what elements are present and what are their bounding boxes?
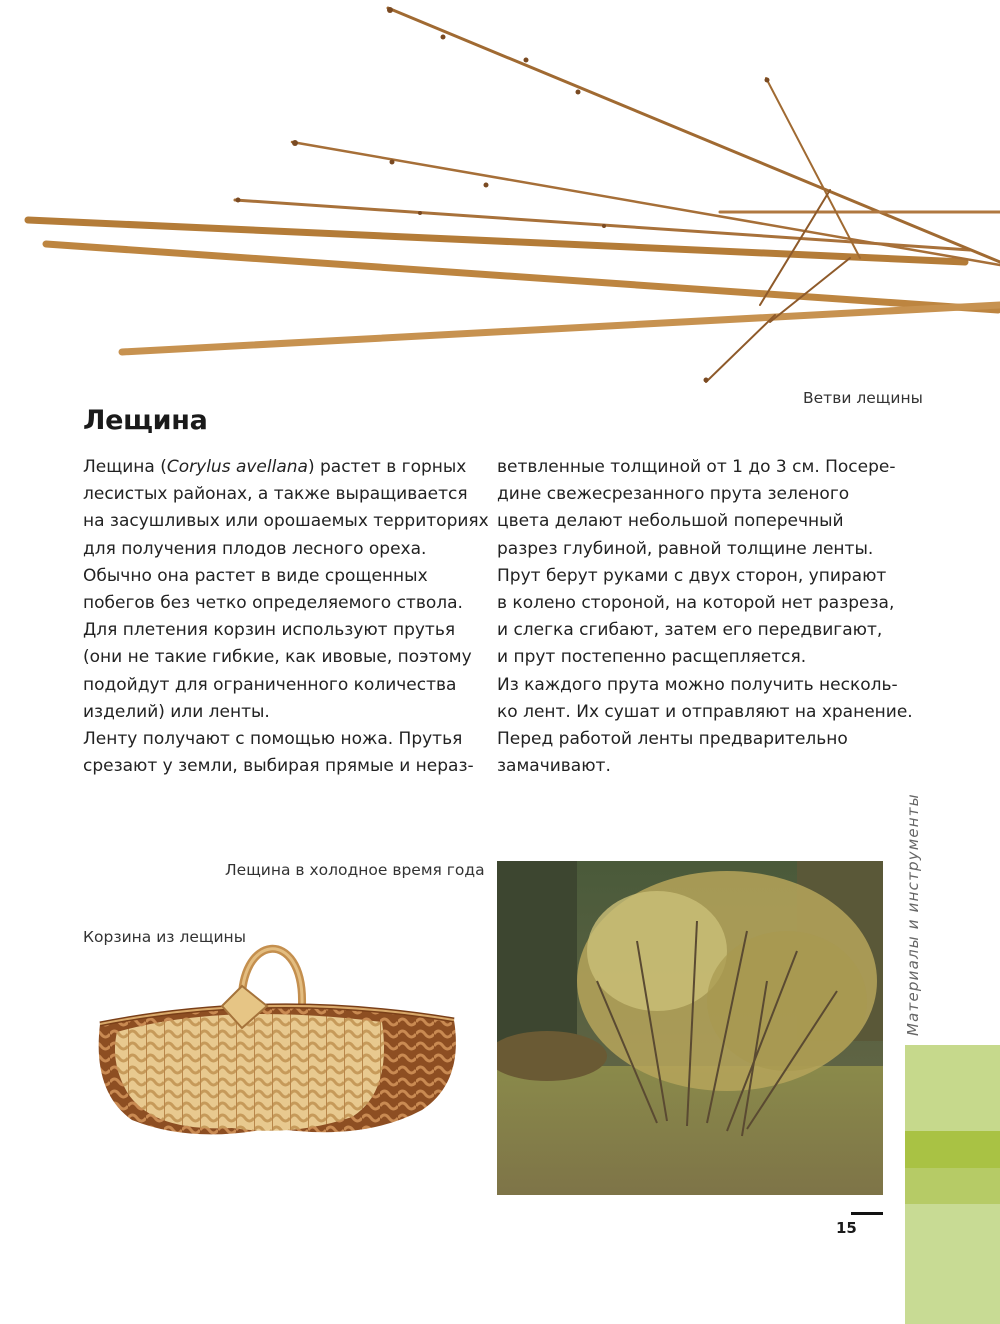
hazel-basket-image [92, 932, 462, 1162]
text-line: цвета делают небольшой поперечный [497, 511, 844, 532]
text-line: Перед работой ленты предварительно [497, 729, 848, 750]
page-title: Лещина [83, 405, 208, 436]
text-line: ко лент. Их сушат и отправляют на хранение. [497, 701, 913, 722]
text-line: подойдут для ограниченного количества [83, 674, 457, 695]
sidebar-tab-block [905, 1131, 1000, 1168]
text-line: Обычно она растет в виде срощенных [83, 565, 428, 586]
text-column-right [497, 454, 913, 780]
sidebar-tab-block [905, 1204, 1000, 1324]
page-number: 15 [836, 1219, 857, 1237]
text-line: срезают у земли, выбирая прямые и нераз- [83, 756, 474, 777]
text-line: Для плетения корзин используют прутья [83, 620, 456, 641]
sidebar-tab-block [905, 1045, 1000, 1131]
text-line: ветвленные толщиной от 1 до 3 см. Посере- [497, 457, 896, 477]
sidebar-tab-block [905, 1168, 1000, 1204]
winter-hazel-photo [497, 861, 883, 1195]
text-line: (они не такие гибкие, как ивовые, поэтому [83, 647, 472, 668]
text-line: в колено стороной, на которой нет разреза, [497, 593, 895, 614]
text-line: разрез глубиной, равной толщине ленты. [497, 538, 874, 559]
text-column-left [83, 454, 489, 780]
text-line: дине свежесрезанного прута зеленого [497, 484, 850, 505]
section-side-label: Материалы и инструменты [904, 793, 922, 1036]
text-line: Ленту получают с помощью ножа. Прутья [83, 729, 463, 750]
branches-caption: Ветви лещины [803, 389, 923, 407]
winter-photo-caption: Лещина в холодное время года [225, 861, 485, 879]
text-line: лесистых районах, а также выращивается [83, 484, 468, 505]
text-line: и прут постепенно расщепляется. [497, 647, 807, 668]
page-number-rule [851, 1212, 883, 1215]
text-line: Лещина (Corylus avellana) растет в горных [83, 457, 467, 477]
text-line: побегов без четко определяемого ствола. [83, 593, 463, 614]
text-line: Прут берут руками с двух сторон, упирают [497, 565, 887, 586]
text-line: на засушливых или орошаемых территориях [83, 511, 489, 532]
text-line: и слегка сгибают, затем его передвигают, [497, 620, 883, 641]
text-line: для получения плодов лесного ореха. [83, 538, 427, 559]
text-line: Из каждого прута можно получить несколь- [497, 674, 898, 695]
text-line: замачивают. [497, 756, 611, 777]
hazel-branches-image [0, 0, 1000, 390]
text-line: изделий) или ленты. [83, 701, 270, 722]
latin-name: Corylus avellana [166, 457, 308, 477]
basket-caption: Корзина из лещины [83, 928, 246, 946]
